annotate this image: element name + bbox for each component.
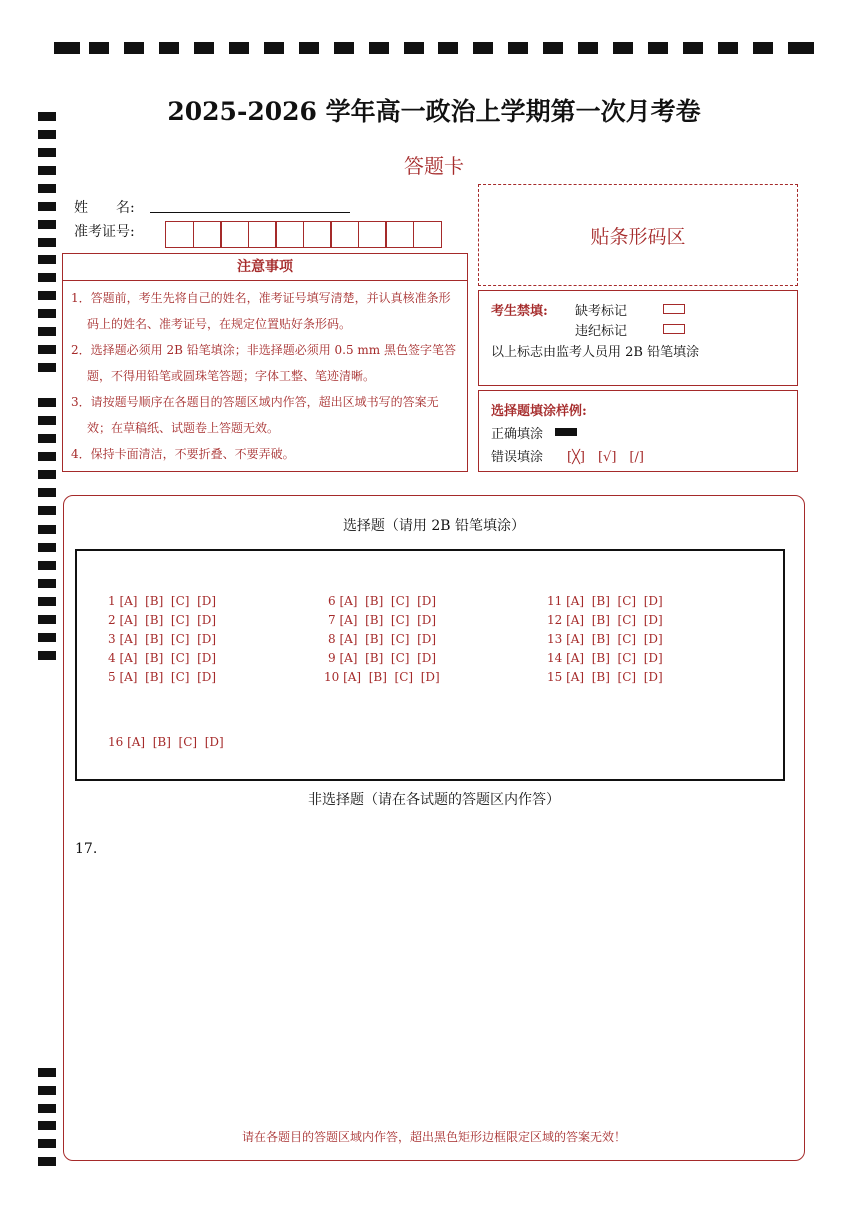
exam-id-digit-box[interactable] — [193, 221, 222, 248]
choice-question[interactable]: 2 [A] [B] [C] [D] — [108, 613, 217, 627]
timing-mark — [194, 42, 214, 54]
timing-mark — [508, 42, 528, 54]
timing-mark — [124, 42, 144, 54]
barcode-label: 贴条形码区 — [590, 225, 686, 248]
forbid-panel — [478, 290, 798, 386]
notice-item: 1．答题前，考生先将自己的姓名，准考证号填写清楚，并认真核准条形码上的姓名、准考证号，在规定位置贴好条形码。 — [71, 291, 451, 331]
page-title: 2025-2026 学年高一政治上学期第一次月考卷 — [167, 97, 701, 126]
timing-mark — [38, 363, 56, 372]
timing-mark — [753, 42, 773, 54]
timing-mark — [38, 561, 56, 570]
name-label: 姓 名: — [74, 200, 135, 216]
choice-question[interactable]: 9 [A] [B] [C] [D] — [328, 651, 437, 665]
timing-mark — [369, 42, 389, 54]
notice-item: 3．请按题号顺序在各题目的答题区域内作答，超出区域书写的答案无效；在草稿纸、试题卷上答题无效。 — [71, 395, 439, 435]
timing-mark — [89, 42, 109, 54]
choice-question[interactable]: 4 [A] [B] [C] [D] — [108, 651, 217, 665]
top-timing-marks — [54, 42, 814, 54]
exam-id-digit-box[interactable] — [330, 221, 359, 248]
timing-mark — [264, 42, 284, 54]
timing-mark — [299, 42, 319, 54]
timing-mark — [718, 42, 738, 54]
timing-mark — [38, 488, 56, 497]
choice-question[interactable]: 16 [A] [B] [C] [D] — [108, 735, 224, 749]
timing-mark — [38, 615, 56, 624]
timing-mark — [334, 42, 354, 54]
exam-id-boxes[interactable] — [165, 221, 440, 248]
exam-id-digit-box[interactable] — [385, 221, 414, 248]
timing-mark — [38, 1086, 56, 1095]
choice-question[interactable]: 11 [A] [B] [C] [D] — [547, 594, 663, 608]
timing-mark — [38, 452, 56, 461]
timing-mark — [38, 1157, 56, 1166]
question-17-label: 17. — [75, 841, 98, 857]
timing-mark — [473, 42, 493, 54]
choice-question[interactable]: 3 [A] [B] [C] [D] — [108, 632, 217, 646]
timing-mark — [38, 220, 56, 229]
timing-mark — [648, 42, 668, 54]
timing-mark — [38, 597, 56, 606]
choice-question[interactable]: 15 [A] [B] [C] [D] — [547, 670, 663, 684]
timing-mark — [38, 633, 56, 642]
exam-id-label: 准考证号: — [74, 224, 135, 240]
timing-mark — [38, 1068, 56, 1077]
timing-mark — [38, 345, 56, 354]
timing-mark — [38, 273, 56, 282]
choice-question[interactable]: 12 [A] [B] [C] [D] — [547, 613, 663, 627]
timing-mark — [613, 42, 633, 54]
absent-label: 缺考标记 — [575, 304, 628, 319]
timing-mark — [38, 130, 56, 139]
notice-panel — [62, 253, 468, 472]
question-17-answer-area[interactable] — [75, 866, 781, 1116]
choice-question[interactable]: 5 [A] [B] [C] [D] — [108, 670, 217, 684]
wrong-fill-label: 错误填涂 — [491, 450, 544, 465]
timing-mark — [438, 42, 458, 54]
timing-mark — [38, 184, 56, 193]
timing-mark — [38, 579, 56, 588]
timing-mark — [38, 238, 56, 247]
nonchoice-section-title: 非选择题（请在各试题的答题区内作答） — [308, 792, 560, 808]
exam-id-digit-box[interactable] — [220, 221, 249, 248]
timing-mark — [38, 309, 56, 318]
exam-id-digit-box[interactable] — [358, 221, 387, 248]
choice-question[interactable]: 6 [A] [B] [C] [D] — [328, 594, 437, 608]
timing-mark — [38, 1104, 56, 1113]
timing-mark — [38, 202, 56, 211]
timing-mark — [229, 42, 249, 54]
timing-mark — [54, 42, 80, 54]
absent-mark-box[interactable] — [663, 304, 685, 314]
timing-mark — [38, 543, 56, 552]
correct-fill-sample — [555, 428, 577, 436]
timing-mark — [38, 416, 56, 425]
name-field[interactable] — [150, 212, 350, 213]
choice-question[interactable]: 14 [A] [B] [C] [D] — [547, 651, 663, 665]
timing-mark — [578, 42, 598, 54]
timing-mark — [788, 42, 814, 54]
correct-fill-label: 正确填涂 — [491, 427, 544, 442]
timing-mark — [38, 651, 56, 660]
choice-section-title: 选择题（请用 2B 铅笔填涂） — [342, 518, 526, 534]
forbid-note: 以上标志由监考人员用 2B 铅笔填涂 — [491, 345, 700, 360]
violation-label: 违纪标记 — [575, 324, 628, 339]
forbid-title: 考生禁填: — [491, 304, 548, 319]
notice-item: 4．保持卡面清洁，不要折叠、不要弄破。 — [71, 447, 295, 461]
choice-question[interactable]: 13 [A] [B] [C] [D] — [547, 632, 663, 646]
notice-title: 注意事项 — [63, 254, 467, 281]
timing-mark — [159, 42, 179, 54]
choice-question[interactable]: 7 [A] [B] [C] [D] — [328, 613, 437, 627]
sample-title: 选择题填涂样例: — [491, 404, 587, 419]
choice-question[interactable]: 1 [A] [B] [C] [D] — [108, 594, 217, 608]
exam-id-digit-box[interactable] — [275, 221, 304, 248]
notice-item: 2．选择题必须用 2B 铅笔填涂；非选择题必须用 0.5 mm 黑色签字笔答题，不得用铅笔或圆珠笔答题；字体工整、笔迹清晰。 — [71, 343, 457, 383]
exam-id-digit-box[interactable] — [248, 221, 277, 248]
timing-mark — [38, 470, 56, 479]
left-timing-marks-lower — [38, 1068, 56, 1166]
timing-mark — [683, 42, 703, 54]
timing-mark — [38, 398, 56, 407]
wrong-fill-samples: [╳] [√] [/] — [567, 450, 644, 465]
timing-mark — [404, 42, 424, 54]
timing-mark — [38, 255, 56, 264]
violation-mark-box[interactable] — [663, 324, 685, 334]
exam-id-digit-box[interactable] — [413, 221, 442, 248]
answer-sheet-subtitle: 答题卡 — [404, 154, 464, 178]
sample-panel — [478, 390, 798, 472]
timing-mark — [38, 327, 56, 336]
exam-id-digit-box[interactable] — [303, 221, 332, 248]
timing-mark — [543, 42, 563, 54]
exam-id-digit-box[interactable] — [165, 221, 194, 248]
footer-warning: 请在各题目的答题区域内作答，超出黑色矩形边框限定区域的答案无效！ — [241, 1130, 626, 1144]
timing-mark — [38, 434, 56, 443]
timing-mark — [38, 291, 56, 300]
choice-question[interactable]: 8 [A] [B] [C] [D] — [328, 632, 437, 646]
barcode-area — [478, 184, 798, 286]
choice-question[interactable]: 10 [A] [B] [C] [D] — [324, 670, 440, 684]
